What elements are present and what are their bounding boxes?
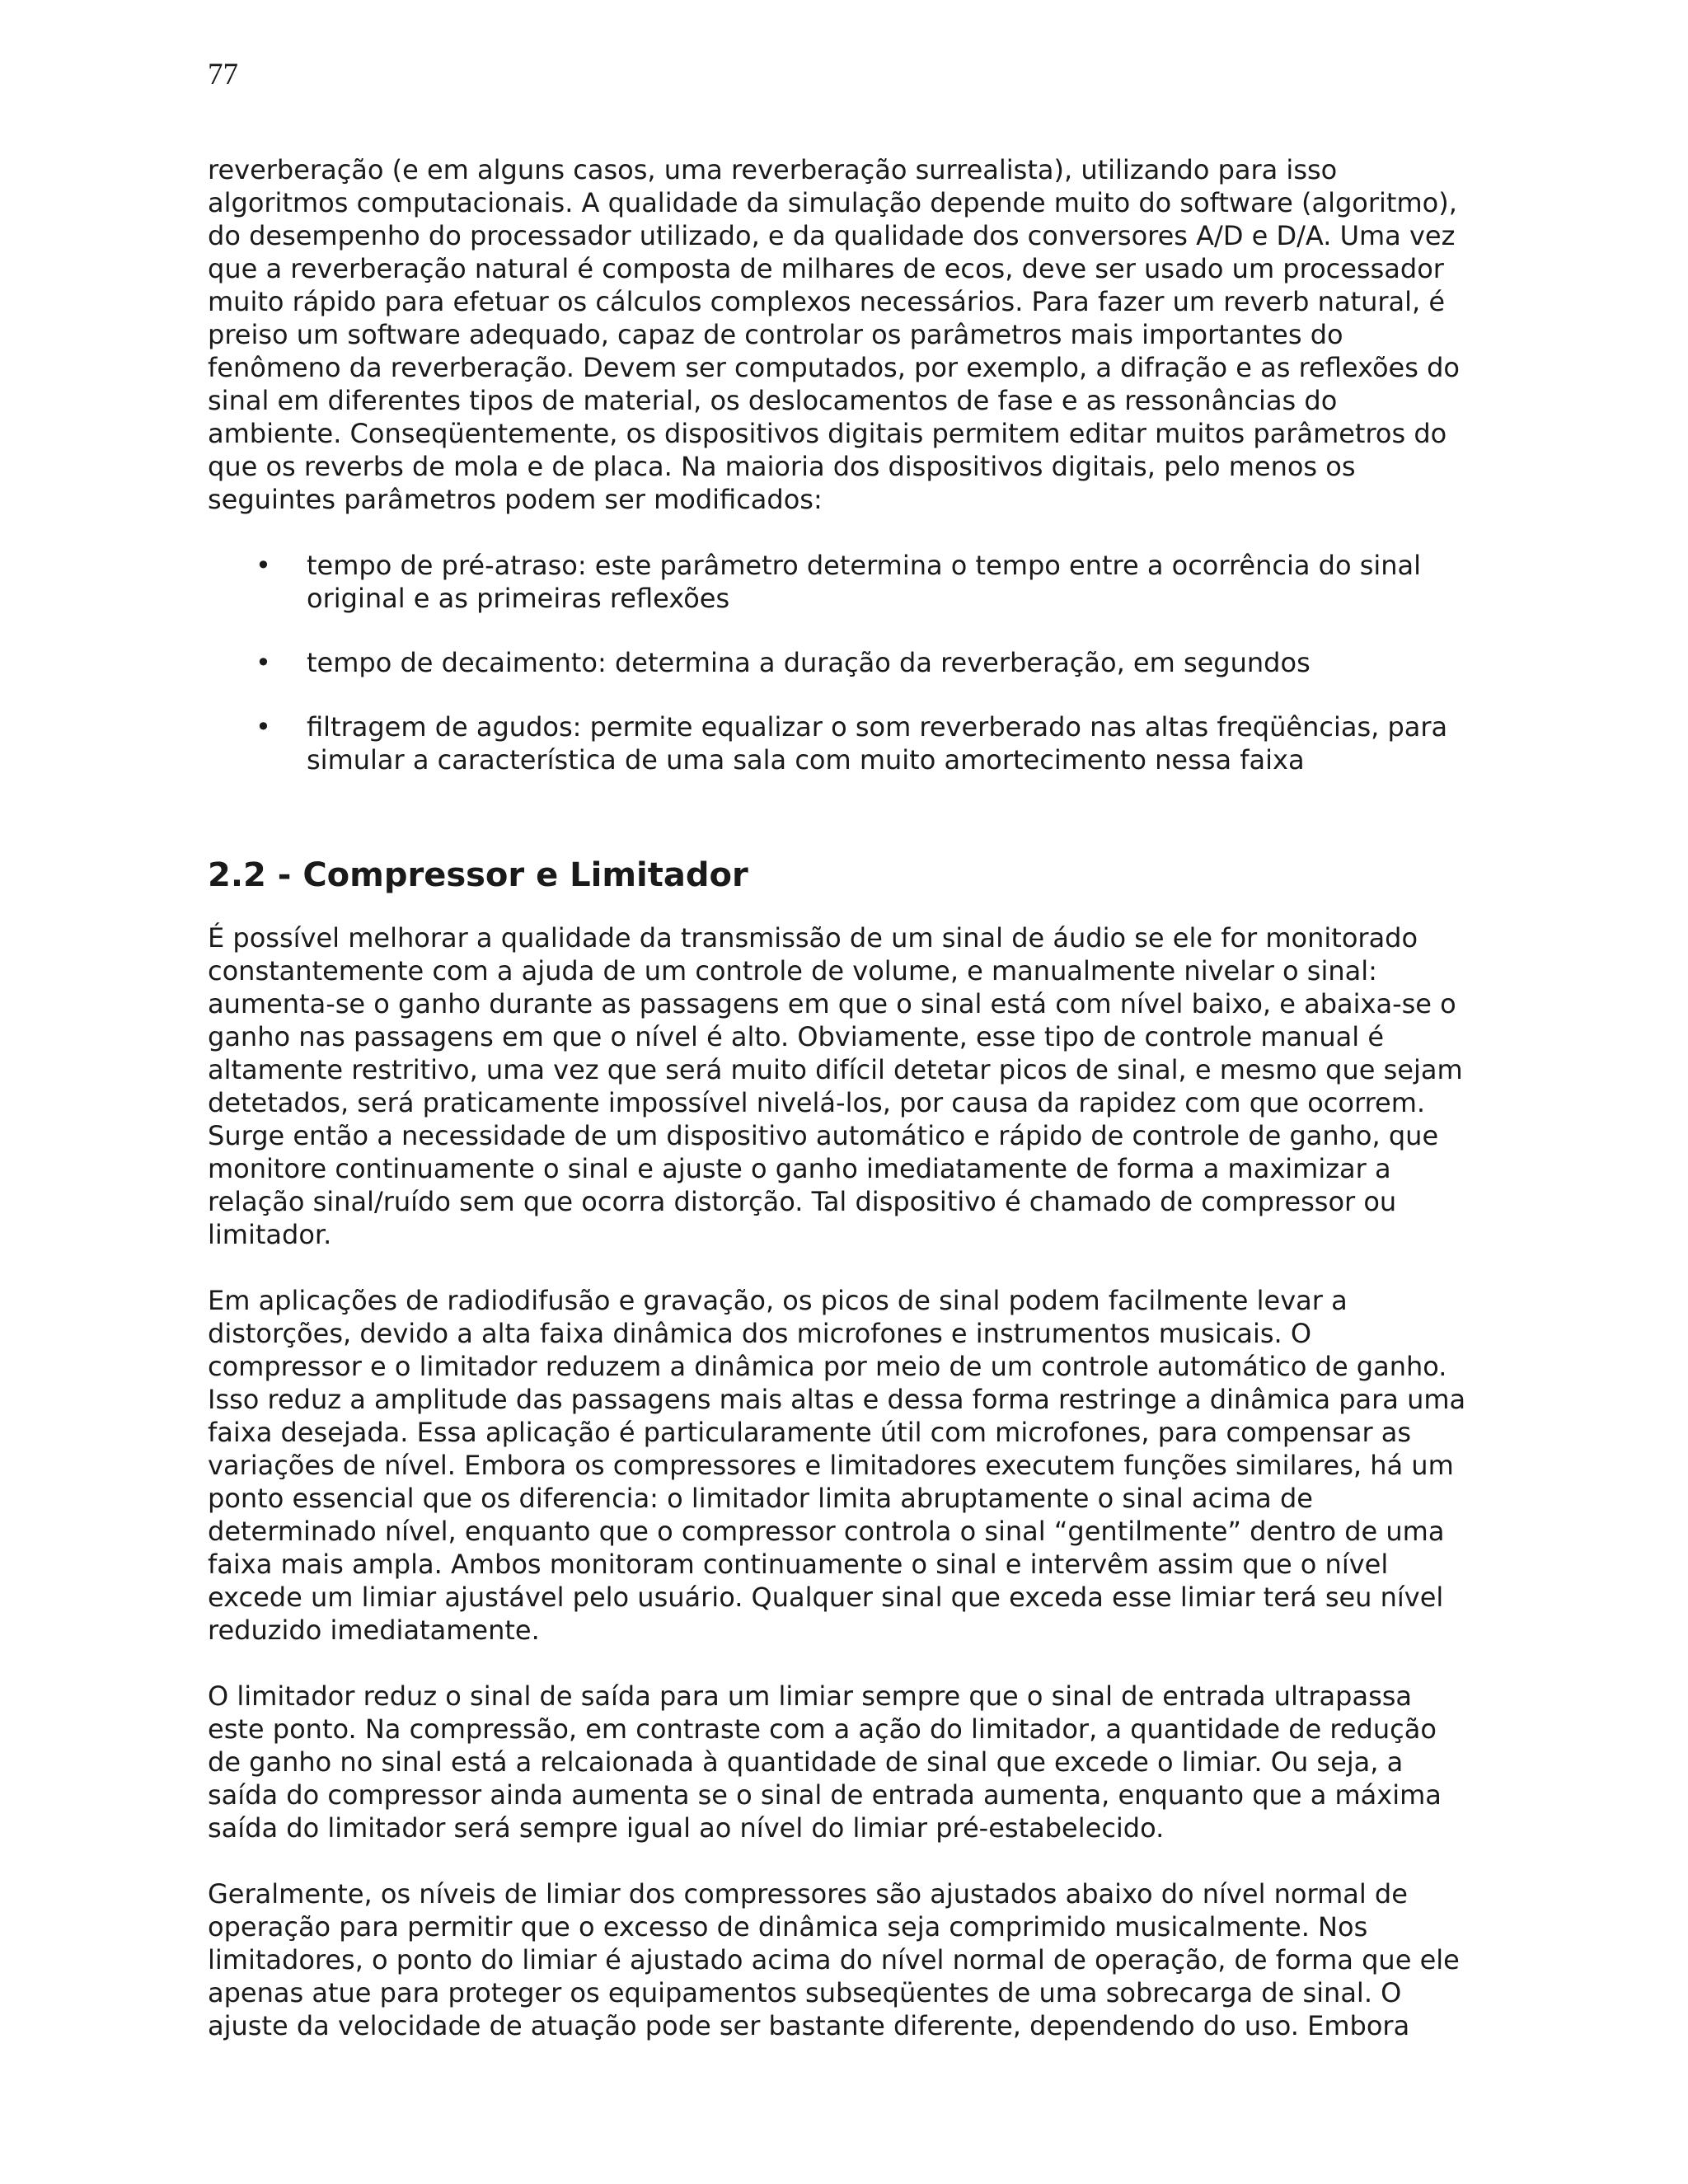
text-line: sinal em diferentes tipos de material, os deslocamentos de fase e as ressonâncias do	[208, 385, 1338, 416]
text-line: tempo de decaimento: determina a duração da reverberação, em segundos	[307, 647, 1311, 678]
text-line: constantemente com a ajuda de um controle de volume, e manualmente nivelar o sinal:	[208, 955, 1377, 987]
text-line: simular a característica de uma sala com muito amortecimento nessa faixa	[307, 744, 1305, 776]
text-line: relação sinal/ruído sem que ocorra distorção. Tal dispositivo é chamado de compressor ou	[208, 1186, 1397, 1217]
text-line: ambiente. Conseqüentemente, os dispositivos digitais permitem editar muitos parâmetros do	[208, 418, 1447, 449]
text-line: monitore continuamente o sinal e ajuste o ganho imediatamente de forma a maximizar a	[208, 1153, 1391, 1184]
section-paragraph	[208, 1284, 1526, 1647]
text-line: É possível melhorar a qualidade da transmissão de um sinal de áudio se ele for monitorado	[208, 922, 1418, 954]
text-line: fenômeno da reverberação. Devem ser computados, por exemplo, a difração e as reflexões do	[208, 352, 1460, 383]
text-line: do desempenho do processador utilizado, e da qualidade dos conversores A/D e D/A. Uma vez	[208, 220, 1456, 251]
text-line: apenas atue para proteger os equipamentos subseqüentes de uma sobrecarga de sinal. O	[208, 1977, 1402, 2008]
text-line: Geralmente, os níveis de limiar dos compressores são ajustados abaixo do nível normal de	[208, 1878, 1408, 1910]
text-line: faixa desejada. Essa aplicação é particularamente útil com microfones, para compensar as	[208, 1417, 1412, 1448]
text-line: O limitador reduz o sinal de saída para um limiar sempre que o sinal de entrada ultrapassa	[208, 1680, 1413, 1712]
text-line: detetados, será praticamente impossível nivelá-los, por causa da rapidez com que ocorrem.	[208, 1087, 1426, 1118]
text-line: que os reverbs de mola e de placa. Na maioria dos dispositivos digitais, pelo menos os	[208, 451, 1356, 482]
text-line: preiso um software adequado, capaz de controlar os parâmetros mais importantes do	[208, 319, 1343, 350]
bullet-icon: •	[256, 647, 271, 678]
text-line: variações de nível. Embora os compressores e limitadores executem funções similares, há um	[208, 1450, 1454, 1481]
text-line: limitadores, o ponto do limiar é ajustado acima do nível normal de operação, de forma que ele	[208, 1944, 1460, 1975]
text-line: saída do compressor ainda aumenta se o sinal de entrada aumenta, enquanto que a máxima	[208, 1779, 1442, 1811]
section-paragraph	[208, 1680, 1526, 1844]
page-content	[208, 153, 1526, 2042]
text-line: ponto essencial que os diferencia: o limitador limita abruptamente o sinal acima de	[208, 1483, 1313, 1514]
text-line: saída do limitador será sempre igual ao nível do limiar pré-estabelecido.	[208, 1812, 1165, 1844]
bullet-item-decay-time	[208, 646, 1526, 679]
text-line: compressor e o limitador reduzem a dinâmica por meio de um controle automático de ganho.	[208, 1351, 1447, 1382]
text-line: este ponto. Na compressão, em contraste com a ação do limitador, a quantidade de redução	[208, 1713, 1437, 1745]
text-line: que a reverberação natural é composta de milhares de ecos, deve ser usado um processador	[208, 253, 1444, 284]
text-line: altamente restritivo, uma vez que será muito difícil detetar picos de sinal, e mesmo que sejam	[208, 1054, 1463, 1085]
text-line: muito rápido para efetuar os cálculos complexos necessários. Para fazer um reverb natural, é	[208, 286, 1446, 317]
text-line: reverberação (e em alguns casos, uma reverberação surrealista), utilizando para isso	[208, 154, 1338, 185]
text-line: de ganho no sinal está a relcaionada à quantidade de sinal que excede o limiar. Ou seja, a	[208, 1746, 1404, 1778]
page-number: 77	[208, 58, 238, 91]
text-line: excede um limiar ajustável pelo usuário. Qualquer sinal que exceda esse limiar terá seu nível	[208, 1582, 1444, 1613]
text-line: determinado nível, enquanto que o compressor controla o sinal “gentilmente” dentro de uma	[208, 1516, 1445, 1547]
bullet-icon: •	[256, 711, 271, 743]
text-line: reduzido imediatamente.	[208, 1615, 540, 1646]
text-line: Isso reduz a amplitude das passagens mais altas e dessa forma restringe a dinâmica para uma	[208, 1384, 1466, 1415]
section-paragraph	[208, 1877, 1526, 2042]
text-line: aumenta-se o ganho durante as passagens em que o sinal está com nível baixo, e abaixa-se o	[208, 988, 1456, 1019]
text-line: filtragem de agudos: permite equalizar o som reverberado nas altas freqüências, para	[307, 711, 1448, 743]
section-heading: 2.2 - Compressor e Limitador	[208, 856, 748, 894]
text-line: limitador.	[208, 1219, 332, 1250]
text-line: Surge então a necessidade de um dispositivo automático e rápido de controle de ganho, que	[208, 1120, 1439, 1151]
bullet-item-treble-filter	[208, 710, 1526, 776]
text-line: algoritmos computacionais. A qualidade da simulação depende muito do software (algoritmo),	[208, 187, 1457, 218]
text-line: tempo de pré-atraso: este parâmetro determina o tempo entre a ocorrência do sinal	[307, 550, 1422, 581]
text-line: Em aplicações de radiodifusão e gravação, os picos de sinal podem facilmente levar a	[208, 1285, 1348, 1316]
text-line: ganho nas passagens em que o nível é alto. Obviamente, esse tipo de controle manual é	[208, 1021, 1385, 1052]
intro-paragraph	[208, 153, 1526, 516]
section-paragraph	[208, 921, 1526, 1251]
bullet-item-pre-delay	[208, 549, 1526, 615]
text-line: seguintes parâmetros podem ser modificados:	[208, 484, 823, 515]
text-line: faixa mais ampla. Ambos monitoram continuamente o sinal e intervêm assim que o nível	[208, 1549, 1389, 1580]
bullet-icon: •	[256, 550, 271, 581]
parameter-bullet-list	[208, 549, 1526, 776]
text-line: operação para permitir que o excesso de dinâmica seja comprimido musicalmente. Nos	[208, 1911, 1368, 1943]
text-line: original e as primeiras reflexões	[307, 583, 730, 614]
text-line: ajuste da velocidade de atuação pode ser bastante diferente, dependendo do uso. Embora	[208, 2010, 1410, 2041]
text-line: distorções, devido a alta faixa dinâmica dos microfones e instrumentos musicais. O	[208, 1318, 1312, 1349]
